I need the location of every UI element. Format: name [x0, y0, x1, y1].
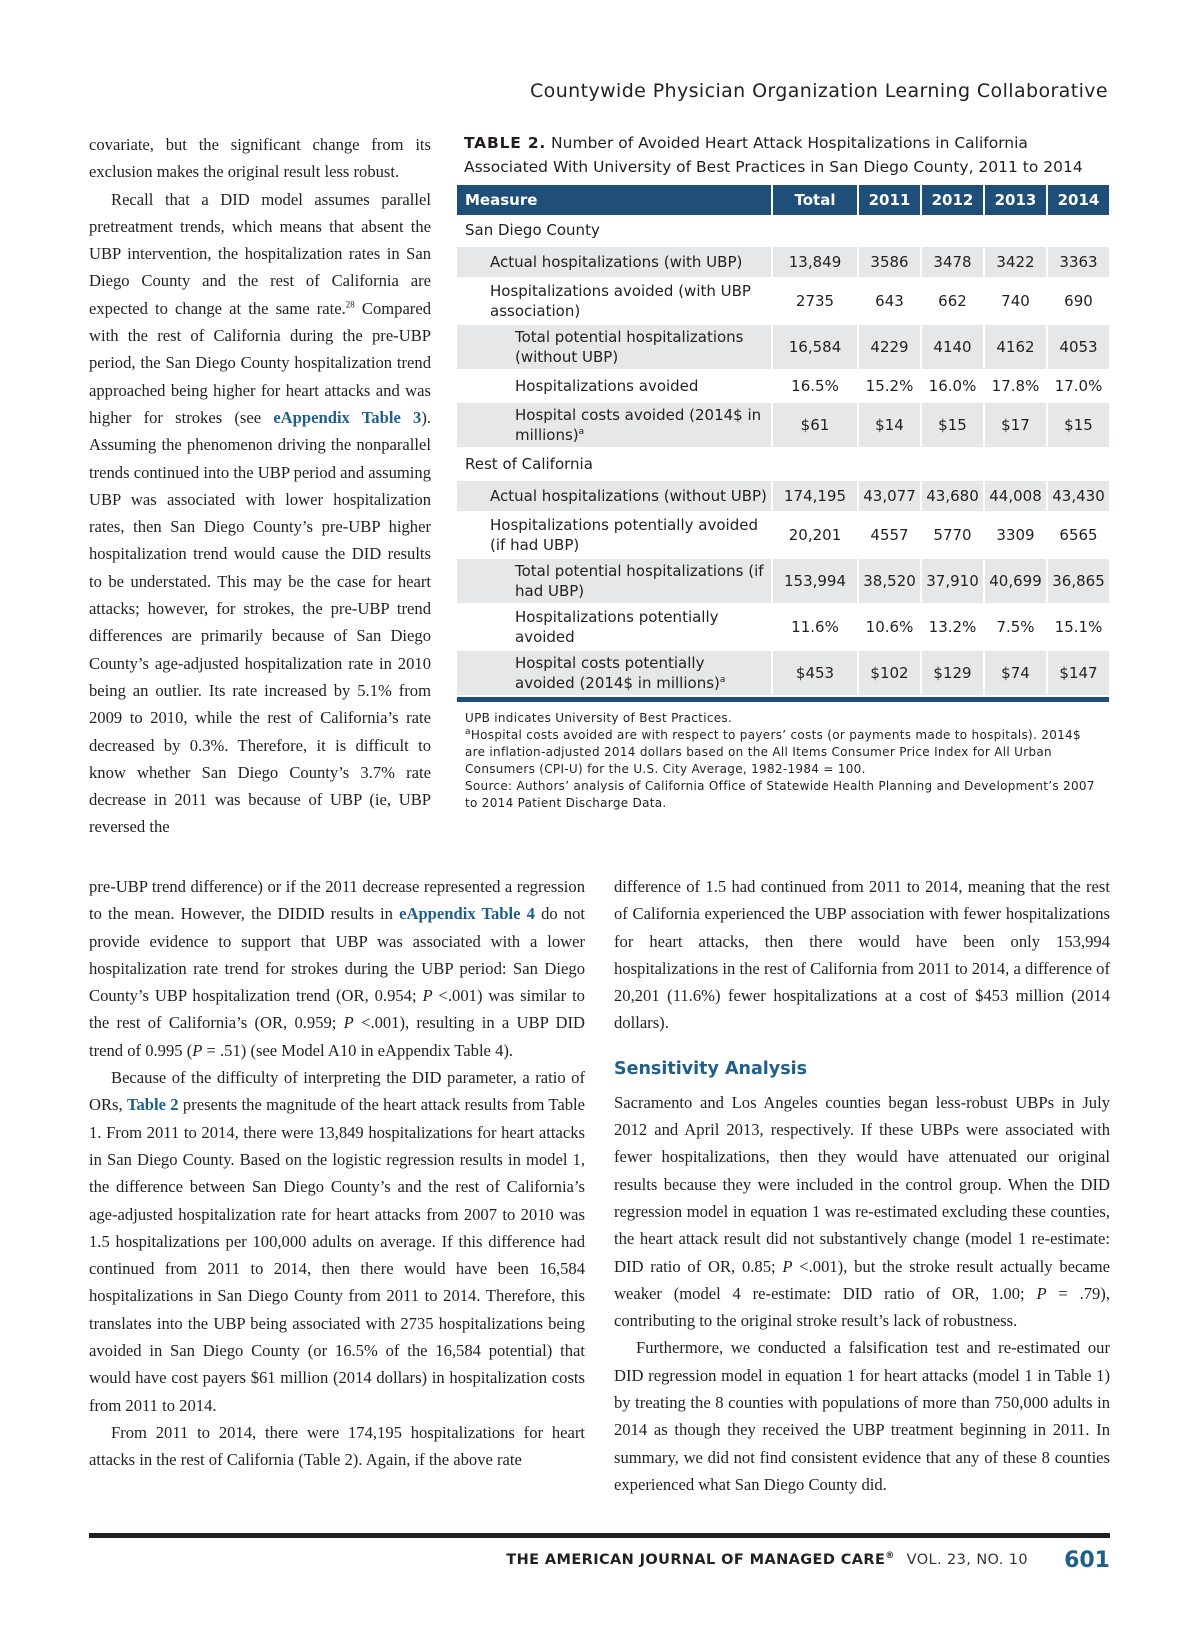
paragraph: Furthermore, we conducted a falsification test and re-estimated our DID regression model in equation 1 for heart attacks (model 1 in Table 1) by treating the 8 counties with populations of more than 750,000 adults in 2014 as though they received the UBP treatment beginning in 2011. In summary, we did not find consistent evidence that any of these 8 counties experienced what San Diego County did. — [614, 1338, 1110, 1494]
column-header: 2014 — [1047, 185, 1109, 215]
table-row — [457, 480, 1109, 512]
table-2 — [457, 185, 1109, 697]
column-header: 2012 — [921, 185, 984, 215]
table-note: Source: Authors’ analysis of California Office of Statewide Health Planning and Development’s 2007 to 2014 Patient Discharge Data. — [465, 779, 1095, 810]
table-cell: $74 — [984, 650, 1047, 696]
text-run: do not provide evidence to support that UBP was associated with a lower hospitalization rate trend for strokes during the UBP period: San Diego County’s UBP hospitalization trend (OR, 0.954; — [89, 904, 585, 1006]
table-cell: 15.2% — [858, 370, 921, 402]
table-cell: 15.1% — [1047, 604, 1109, 650]
p-value-symbol: P — [192, 1040, 203, 1060]
table-row — [457, 604, 1109, 650]
table-cell: 3309 — [984, 512, 1047, 558]
text-run: ). Assuming the phenomenon driving the nonparallel trends continued into the UBP period and assuming UBP was associated with lower hospitalization rates, then San Diego County’s pre-UBP higher hospitalization trend would cause the DID results to be understated. This may be the case for heart attacks; however, for strokes, the pre-UBP trend differences are primarily because of San Diego County’s age-adjusted hospitalization rate in 2010 being an outlier. Its rate increased by 5.1% from 2009 to 2010, while the rest of California’s rate decreased by 0.3%. Therefore, it is difficult to know whether San Diego County’s 3.7% rate decrease in 2011 was because of UBP (ie, UBP reversed the — [89, 407, 431, 837]
table-cell: 662 — [921, 278, 984, 324]
body-column-right-bottom — [614, 873, 1110, 1498]
row-label: Total potential hospitalizations (without UBP) — [457, 324, 772, 370]
row-label: Hospitalizations potentially avoided (if had UBP) — [457, 512, 772, 558]
row-label: Hospitalizations potentially avoided — [457, 604, 772, 650]
table-row — [457, 402, 1109, 448]
table-cell: $15 — [921, 402, 984, 448]
paragraph: From 2011 to 2014, there were 174,195 hospitalizations for heart attacks in the rest of California (Table 2). Again, if the above rate — [89, 1422, 585, 1470]
table-cell: 4557 — [858, 512, 921, 558]
row-label: Hospitalizations avoided (with UBP association) — [457, 278, 772, 324]
paragraph — [614, 1089, 1110, 1335]
table-cell: 38,520 — [858, 558, 921, 604]
table-cell: $61 — [772, 402, 858, 448]
journal-name — [506, 1552, 894, 1568]
table-cell: 16,584 — [772, 324, 858, 370]
table-cell: 16.5% — [772, 370, 858, 402]
table-cell: 153,994 — [772, 558, 858, 604]
table-cell: 3422 — [984, 246, 1047, 278]
row-label-text: Hospital costs avoided (2014$ in millions) — [515, 406, 762, 444]
table-cell: 16.0% — [921, 370, 984, 402]
table-cell: 36,865 — [1047, 558, 1109, 604]
table-cell: 3478 — [921, 246, 984, 278]
citation-ref: 28 — [345, 299, 355, 310]
table-cell: 5770 — [921, 512, 984, 558]
table-2-link[interactable]: Table 2 — [126, 1095, 179, 1115]
table-header-row — [457, 185, 1109, 215]
text-run: <.001) was similar to the rest of California’s (OR, 0.959; — [89, 986, 585, 1033]
table-cell: $129 — [921, 650, 984, 696]
table-cell: 11.6% — [772, 604, 858, 650]
row-label: Total potential hospitalizations (if had UBP) — [457, 558, 772, 604]
table-cell: 4053 — [1047, 324, 1109, 370]
text-run: Compared with the rest of California during the pre-UBP period, the San Diego County hospitalization trend approached being higher for heart attacks and was higher for strokes (see — [89, 298, 431, 427]
eappendix-table-4-link[interactable]: eAppendix Table 4 — [399, 904, 535, 924]
journal-name-text: THE AMERICAN JOURNAL OF MANAGED CARE — [506, 1552, 886, 1568]
page-number: 601 — [1064, 1547, 1110, 1573]
body-column-left-top — [89, 131, 431, 841]
table-cell: 4140 — [921, 324, 984, 370]
paragraph — [89, 186, 431, 841]
table-cell: 174,195 — [772, 480, 858, 512]
column-header: 2013 — [984, 185, 1047, 215]
text-run: <.001), but the stroke result actually became weaker (model 4 re-estimate: DID ratio of OR, 1.00; — [614, 1256, 1110, 1303]
group-label: Rest of California — [457, 448, 1109, 480]
text-run: = .51) (see Model A10 in eAppendix Table 4). — [202, 1040, 514, 1060]
table-cell: 6565 — [1047, 512, 1109, 558]
table-cell: 40,699 — [984, 558, 1047, 604]
table-cell: 10.6% — [858, 604, 921, 650]
paragraph: difference of 1.5 had continued from 2011 to 2014, meaning that the rest of California experienced the UBP association with fewer hospitalizations for heart attacks, then there would have been only 153,994 hospitalizations in the rest of California from 2011 to 2014, a difference of 20,201 (11.6%) fewer hospitalizations at a cost of $453 million (2014 dollars). — [614, 877, 1110, 1033]
table-group-row — [457, 448, 1109, 480]
table-note: UPB indicates University of Best Practices. — [465, 711, 733, 725]
table-cell: 43,680 — [921, 480, 984, 512]
table-cell: 37,910 — [921, 558, 984, 604]
p-value-symbol: P — [1036, 1283, 1047, 1303]
table-cell: 17.8% — [984, 370, 1047, 402]
footer-rule — [89, 1533, 1110, 1538]
table-row — [457, 370, 1109, 402]
text-run: = .79), contributing to the original stroke result’s lack of robustness. — [614, 1283, 1110, 1331]
table-cell: 4229 — [858, 324, 921, 370]
row-label: Actual hospitalizations (with UBP) — [457, 246, 772, 278]
footnote-marker: a — [719, 675, 726, 685]
table-bottom-rule — [457, 697, 1109, 702]
table-row — [457, 324, 1109, 370]
text-run: pre-UBP trend difference) or if the 2011 decrease represented a regression to the mean. However, the DIDID results in — [89, 877, 585, 924]
text-run: Recall that a DID model assumes parallel pretreatment trends, which means that absent the UBP intervention, the hospitalization rates in San Diego County and the rest of California are expected to change at the same rate. — [89, 189, 431, 318]
table-row — [457, 278, 1109, 324]
table-note-text: Hospital costs avoided are with respect to payers’ costs (or payments made to hospitals). 2014$ are inflation-adjusted 2014 dollars based on the All Items Consumer Price Index for All Urban Consumers (CPI-U) for the U.S. City Average, 1982-1984 = 100. — [465, 728, 1081, 776]
footnote-marker: a — [578, 427, 585, 437]
table-cell: 13,849 — [772, 246, 858, 278]
body-column-left-bottom — [89, 873, 585, 1474]
table-cell: 2735 — [772, 278, 858, 324]
row-label: Hospitalizations avoided — [457, 370, 772, 402]
table-row — [457, 246, 1109, 278]
table-cell: 44,008 — [984, 480, 1047, 512]
table-cell: 43,430 — [1047, 480, 1109, 512]
table-cell: 20,201 — [772, 512, 858, 558]
table-row — [457, 558, 1109, 604]
p-value-symbol: P — [782, 1256, 793, 1276]
row-label-text: Hospital costs potentially avoided (2014$ in millions) — [515, 654, 720, 692]
table-row — [457, 512, 1109, 558]
paragraph: covariate, but the significant change from its exclusion makes the original result less robust. — [89, 135, 431, 182]
table-label: TABLE 2. — [464, 134, 547, 152]
text-run: <.001), resulting in a UBP DID trend of 0.995 ( — [89, 1013, 585, 1060]
paragraph — [89, 873, 585, 1064]
table-cell: 17.0% — [1047, 370, 1109, 402]
column-header: 2011 — [858, 185, 921, 215]
table-2-block — [457, 131, 1109, 812]
row-label: Actual hospitalizations (without UBP) — [457, 480, 772, 512]
column-header: Measure — [457, 185, 772, 215]
footnote-marker: a — [465, 727, 471, 737]
group-label: San Diego County — [457, 215, 1109, 246]
p-value-symbol: P — [343, 1013, 354, 1033]
registered-mark: ® — [885, 1551, 895, 1562]
eappendix-table-3-link[interactable]: eAppendix Table 3 — [273, 407, 422, 427]
column-header: Total — [772, 185, 858, 215]
table-cell: 3363 — [1047, 246, 1109, 278]
table-cell: $14 — [858, 402, 921, 448]
table-cell: 13.2% — [921, 604, 984, 650]
table-cell: 3586 — [858, 246, 921, 278]
text-run: presents the magnitude of the heart attack results from Table 1. From 2011 to 2014, there were 13,849 hospitalizations for heart attacks in San Diego County. Based on the logistic regression results in model 1, the difference between San Diego County’s and the rest of California’s age-adjusted hospitalization rate for heart attacks from 2007 to 2010 was 1.5 hospitalizations per 100,000 adults on average. If this difference had continued from 2011 to 2014, then there would have been 16,584 hospitalizations in San Diego County from 2011 to 2014. Therefore, this translates into the UBP being associated with 2735 hospitalizations being avoided in San Diego County (or 16.5% of the 16,584 potential) that would have cost payers $61 million (2014 dollars) in hospitalization costs from 2011 to 2014. — [89, 1095, 585, 1415]
table-cell: $102 — [858, 650, 921, 696]
table-cell: $17 — [984, 402, 1047, 448]
table-cell: 740 — [984, 278, 1047, 324]
table-cell: 7.5% — [984, 604, 1047, 650]
table-cell: $453 — [772, 650, 858, 696]
table-cell: 4162 — [984, 324, 1047, 370]
table-cell: $147 — [1047, 650, 1109, 696]
table-note — [465, 727, 1097, 778]
row-label — [457, 402, 772, 448]
table-group-row — [457, 215, 1109, 246]
row-label — [457, 650, 772, 696]
volume-issue: VOL. 23, NO. 10 — [906, 1552, 1029, 1568]
table-row — [457, 650, 1109, 696]
table-cell: 43,077 — [858, 480, 921, 512]
text-run: Because of the difficulty of interpreting the DID parameter, a ratio of ORs, — [89, 1068, 585, 1115]
p-value-symbol: P — [422, 986, 433, 1006]
table-cell: $15 — [1047, 402, 1109, 448]
table-caption — [464, 131, 1102, 179]
table-cell: 643 — [858, 278, 921, 324]
table-notes — [465, 710, 1097, 812]
table-caption-text: Number of Avoided Heart Attack Hospitalizations in California Associated With University of Best Practices in San Diego County, 2011 to 2014 — [464, 134, 1083, 176]
paragraph — [89, 1064, 585, 1419]
running-head: Countywide Physician Organization Learning Collaborative — [530, 80, 1108, 102]
page-footer — [506, 1543, 1110, 1577]
section-heading: Sensitivity Analysis — [614, 1058, 808, 1079]
text-run: Sacramento and Los Angeles counties began less-robust UBPs in July 2012 and April 2013, respectively. If these UBPs were associated with fewer hospitalizations, then they would have attenuated our original results because they were included in the control group. When the DID regression model in equation 1 was re-estimated excluding these counties, the heart attack result did not substantively change (model 1 re-estimate: DID ratio of OR, 0.85; — [614, 1092, 1110, 1276]
table-cell: 690 — [1047, 278, 1109, 324]
